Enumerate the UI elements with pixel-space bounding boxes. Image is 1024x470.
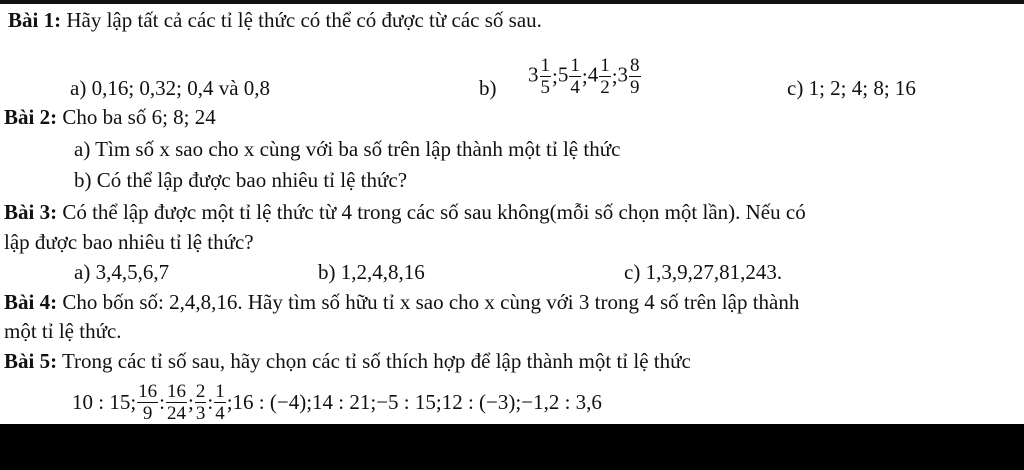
bai3-c: c) 1,3,9,27,81,243. (624, 260, 783, 284)
bai4-text-line1: Cho bốn số: 2,4,8,16. Hãy tìm số hữu tỉ x sao cho x cùng với 3 trong 4 số trên lập thành (62, 290, 800, 314)
bai3-heading (4, 202, 806, 223)
bai3-text-line1: Có thể lập được một tỉ lệ thức từ 4 trong các số sau không(mỗi số chọn một lần). Nếu có (62, 200, 806, 224)
fraction-2-3: $\frac{2}{3}$ (195, 381, 206, 424)
fraction-16-9: $\frac{16}{9}$ (138, 381, 158, 424)
bai1-b-label: b) (479, 76, 497, 100)
bai5-text: Trong các tỉ số sau, hãy chọn các tỉ số thích hợp để lập thành một tỉ lệ thức (61, 349, 691, 373)
bai2-heading (4, 107, 216, 128)
bai2-a: a) Tìm số x sao cho x cùng với ba số trên lập thành một tỉ lệ thức (74, 137, 621, 161)
fraction-1-4: $\frac{1}{4}$ (215, 381, 225, 424)
bai3-label: Bài 3: (4, 200, 58, 224)
bai1-a: a) 0,16; 0,32; 0,4 và 0,8 (70, 76, 271, 100)
bai5-heading (4, 351, 691, 372)
bai5-label: Bài 5: (4, 349, 58, 373)
bai1-heading (8, 10, 542, 31)
bai2-text: Cho ba số 6; 8; 24 (62, 105, 216, 129)
bai5-expression: 10 : 15; $\frac{16}{9}$ : $\frac{16}{24}$ ; $\frac{2}{3}$ : $\frac{1}{4}$ ;16 : (−4);14 : 21;−5 : 15;12 : (−3);−1,2 : 3,6 (72, 381, 602, 424)
bai1-text: Hãy lập tất cả các tỉ lệ thức có thể có được từ các số sau. (66, 8, 542, 32)
bai1-b-expression: 3 $\frac{1}{5}$ ;5 $\frac{1}{4}$ ;4 $\frac{1}{2}$ ;3 $\frac{8}{9}$ (528, 55, 640, 98)
bai3-b: b) 1,2,4,8,16 (318, 260, 425, 284)
bai4-heading (4, 292, 799, 313)
bai1-c: c) 1; 2; 4; 8; 16 (787, 76, 916, 100)
bai3-text-line2: lập được bao nhiêu tỉ lệ thức? (4, 230, 254, 254)
mixed-number-4: 3 $\frac{8}{9}$ (617, 55, 640, 98)
mixed-number-3: 4 $\frac{1}{2}$ (587, 55, 610, 98)
bai4-text-line2: một tỉ lệ thức. (4, 319, 122, 343)
bai3-a: a) 3,4,5,6,7 (74, 260, 170, 284)
mixed-number-1: 3 $\frac{1}{5}$ (528, 55, 550, 98)
bai2-b: b) Có thể lập được bao nhiêu tỉ lệ thức? (74, 168, 408, 192)
bai4-label: Bài 4: (4, 290, 58, 314)
mixed-number-2: 5 $\frac{1}{4}$ (557, 55, 580, 98)
bai2-label: Bài 2: (4, 105, 58, 129)
fraction-16-24: $\frac{16}{24}$ (167, 381, 187, 424)
bai1-label: Bài 1: (8, 8, 62, 32)
